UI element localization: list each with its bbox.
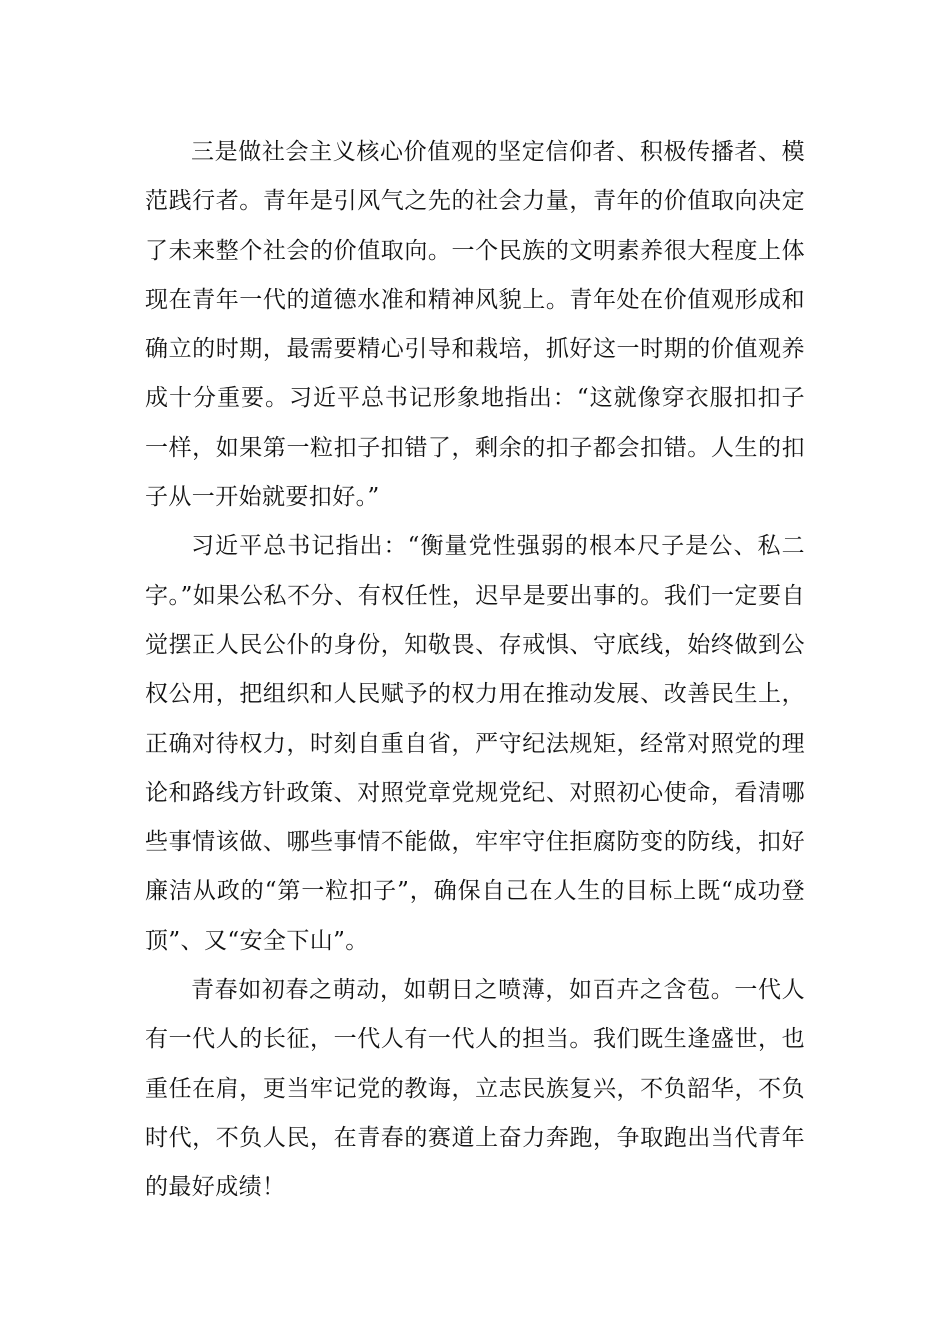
document-body: [145, 128, 805, 1213]
paragraph-public-private: 习近平总书记指出：“衡量党性强弱的根本尺子是公、私二字。”如果公私不分、有权任性，迟早是要出事的。我们一定要自觉摆正人民公仆的身份，知敬畏、存戒惧、守底线，始终做到公权公用，把组织和人民赋予的权力用在推动发展、改善民生上，正确对待权力，时刻自重自省，严守纪法规矩，经常对照党的理论和路线方针政策、对照党章党规党纪、对照初心使命，看清哪些事情该做、哪些事情不能做，牢牢守住拒腐防变的防线，扣好廉洁从政的“第一粒扣子”，确保自己在人生的目标上既“成功登顶”、又“安全下山”。: [145, 533, 805, 954]
paragraph-core-values: 三是做社会主义核心价值观的坚定信仰者、积极传播者、模范践行者。青年是引风气之先的社会力量，青年的价值取向决定了未来整个社会的价值取向。一个民族的文明素养很大程度上体现在青年一代的道德水准和精神风貌上。青年处在价值观形成和确立的时期，最需要精心引导和栽培，抓好这一时期的价值观养成十分重要。习近平总书记形象地指出：“这就像穿衣服扣扣子一样，如果第一粒扣子扣错了，剩余的扣子都会扣错。人生的扣子从一开始就要扣好。”: [145, 139, 805, 511]
paragraph-youth: 青春如初春之萌动，如朝日之喷薄，如百卉之含苞。一代人有一代人的长征，一代人有一代人的担当。我们既生逢盛世，也重任在肩，更当牢记党的教诲，立志民族复兴，不负韶华，不负时代，不负人民，在青春的赛道上奋力奔跑，争取跑出当代青年的最好成绩！: [145, 977, 805, 1201]
